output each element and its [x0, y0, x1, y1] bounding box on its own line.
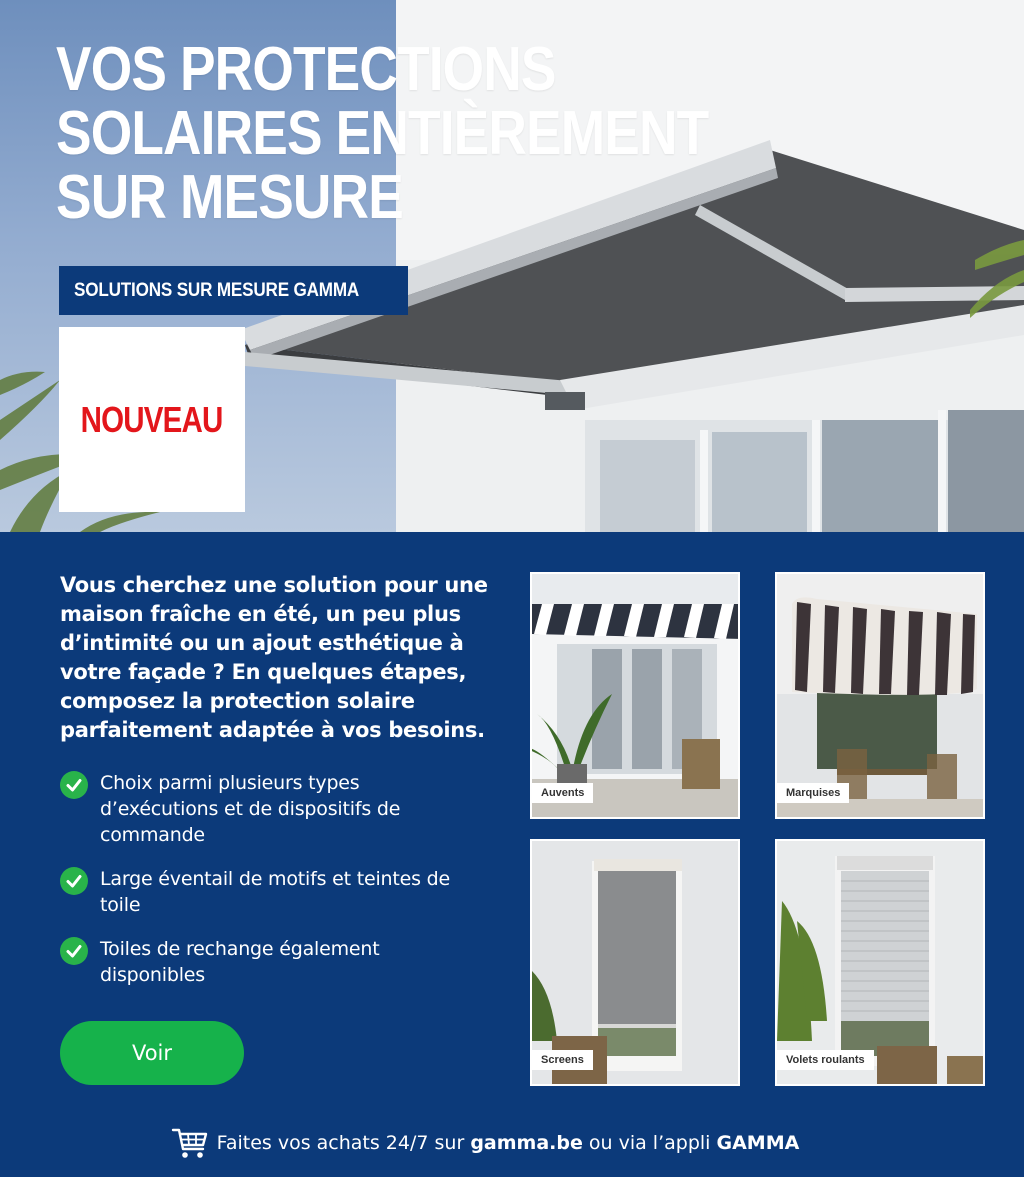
- check-icon: [60, 867, 88, 895]
- intro-text: Vous cherchez une solution pour une maison fraîche en été, un peu plus d’intimité ou un ajout esthétique à votre façade ? En quelques étapes, composez la protection solaire parfaitement adaptée à vos besoins.: [60, 573, 488, 742]
- nouveau-badge-label: NOUVEAU: [81, 398, 223, 440]
- hero-title: [56, 35, 710, 232]
- content-panel: [0, 532, 1024, 1177]
- feature-text: Large éventail de motifs et teintes de toile: [100, 868, 450, 916]
- footer-shop-line: [0, 1120, 1024, 1166]
- hero-title-line: SUR MESURE: [56, 163, 403, 232]
- feature-text: Toiles de rechange également disponibles: [100, 938, 380, 986]
- product-label: Screens: [532, 1050, 593, 1070]
- check-icon: [60, 937, 88, 965]
- product-tile-marquises[interactable]: [775, 572, 985, 819]
- feature-list: [60, 770, 480, 1006]
- nouveau-badge: [59, 327, 245, 512]
- cart-icon: [171, 1125, 209, 1161]
- product-label: Marquises: [777, 783, 849, 803]
- footer-prefix: Faites vos achats 24/7 sur: [216, 1132, 471, 1154]
- list-item: [60, 770, 480, 848]
- list-item: [60, 866, 480, 918]
- hero-title-line: VOS PROTECTIONS: [56, 35, 556, 104]
- list-item: [60, 936, 480, 988]
- product-label: Auvents: [532, 783, 593, 803]
- voir-button[interactable]: Voir: [60, 1021, 244, 1085]
- footer-site-link[interactable]: gamma.be: [470, 1132, 583, 1154]
- feature-text: Choix parmi plusieurs types d’exécutions et de dispositifs de commande: [100, 772, 401, 846]
- product-label: Volets roulants: [777, 1050, 874, 1070]
- solutions-tag: [59, 266, 408, 315]
- solutions-tag-label: SOLUTIONS SUR MESURE GAMMA: [74, 279, 360, 301]
- footer-middle: ou via l’appli: [582, 1132, 717, 1154]
- product-tile-volets-roulants[interactable]: [775, 839, 985, 1086]
- product-tile-auvents[interactable]: [530, 572, 740, 819]
- footer-app-link[interactable]: GAMMA: [716, 1132, 800, 1154]
- hero-banner: [0, 0, 1024, 532]
- hero-title-line: SOLAIRES ENTIÈREMENT: [56, 99, 709, 168]
- product-tile-screens[interactable]: [530, 839, 740, 1086]
- check-icon: [60, 771, 88, 799]
